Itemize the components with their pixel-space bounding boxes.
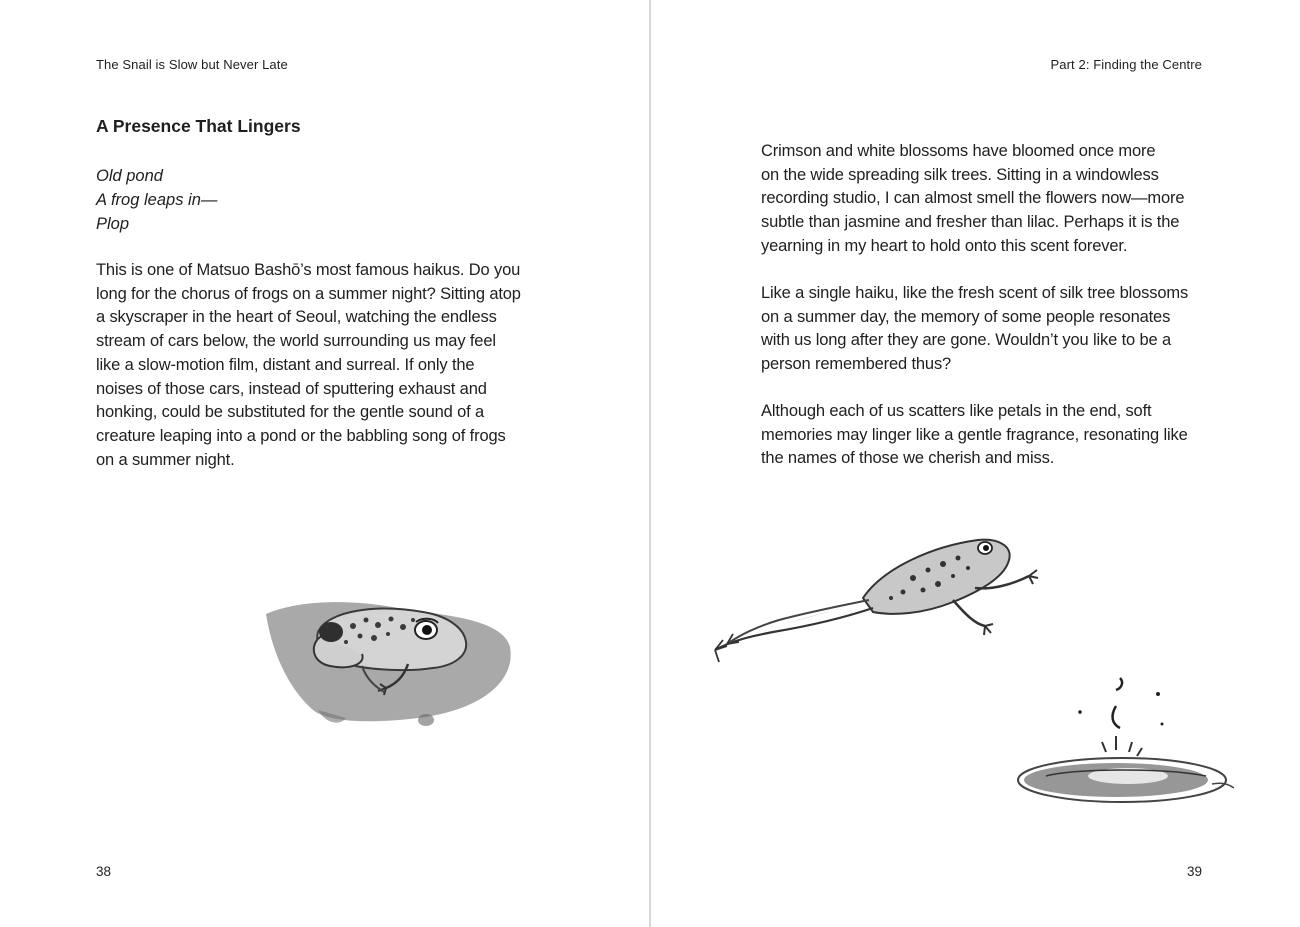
paragraph-line: subtle than jasmine and fresher than lilac. Perhaps it is the — [761, 213, 1180, 232]
haiku-line: A frog leaps in— — [96, 191, 218, 209]
water-splash-illustration — [1016, 672, 1236, 807]
paragraph-line: on the wide spreading silk trees. Sitting in a windowless — [761, 165, 1159, 184]
body-paragraph — [761, 282, 1188, 377]
frog-on-lily-pad-illustration — [258, 592, 513, 732]
page-number-right: 39 — [1186, 864, 1202, 879]
paragraph-line: Like a single haiku, like the fresh scent of silk tree blossoms — [761, 284, 1189, 302]
body-paragraph — [761, 140, 1184, 259]
paragraph-line: honking, could be substituted for the gentle sound of a — [96, 403, 485, 422]
paragraph-line: a skyscraper in the heart of Seoul, watching the endless — [96, 308, 497, 327]
haiku — [96, 164, 217, 236]
body-paragraph — [96, 259, 521, 472]
paragraph-line: creature leaping into a pond or the babbling song of frogs — [96, 426, 506, 445]
page-number-left: 38 — [96, 864, 112, 879]
paragraph-line: long for the chorus of frogs on a summer night? Sitting atop — [96, 284, 521, 303]
section-title: A Presence That Lingers — [96, 116, 301, 136]
paragraph-line: with us long after they are gone. Wouldn’t you like to be a — [761, 331, 1172, 350]
paragraph-line: noises of those cars, instead of sputtering exhaust and — [96, 379, 487, 398]
haiku-line: Old pond — [96, 167, 163, 185]
paragraph-line: Although each of us scatters like petals in the end, soft — [761, 402, 1152, 420]
paragraph-line: the names of those we cherish and miss. — [761, 449, 1055, 468]
running-head-right: Part 2: Finding the Centre — [1050, 57, 1202, 72]
paragraph-line: person remembered thus? — [761, 355, 952, 374]
paragraph-line: like a slow-motion film, distant and surreal. If only the — [96, 355, 475, 374]
paragraph-line: recording studio, I can almost smell the flowers now—more — [761, 189, 1185, 208]
paragraph-line: Crimson and white blossoms have bloomed once more — [761, 142, 1156, 160]
haiku-line: Plop — [96, 215, 130, 233]
paragraph-line: yearning in my heart to hold onto this scent forever. — [761, 236, 1128, 255]
body-paragraph — [761, 400, 1188, 471]
right-page — [651, 0, 1300, 927]
paragraph-line: This is one of Matsuo Bashō’s most famous haikus. Do you — [96, 261, 521, 279]
paragraph-line: stream of cars below, the world surrounding us may feel — [96, 332, 496, 351]
paragraph-line: on a summer day, the memory of some people resonates — [761, 307, 1171, 326]
leaping-frog-illustration — [713, 528, 1043, 683]
running-head-left: The Snail is Slow but Never Late — [96, 57, 288, 72]
paragraph-line: on a summer night. — [96, 450, 235, 469]
paragraph-line: memories may linger like a gentle fragrance, resonating like — [761, 425, 1188, 444]
